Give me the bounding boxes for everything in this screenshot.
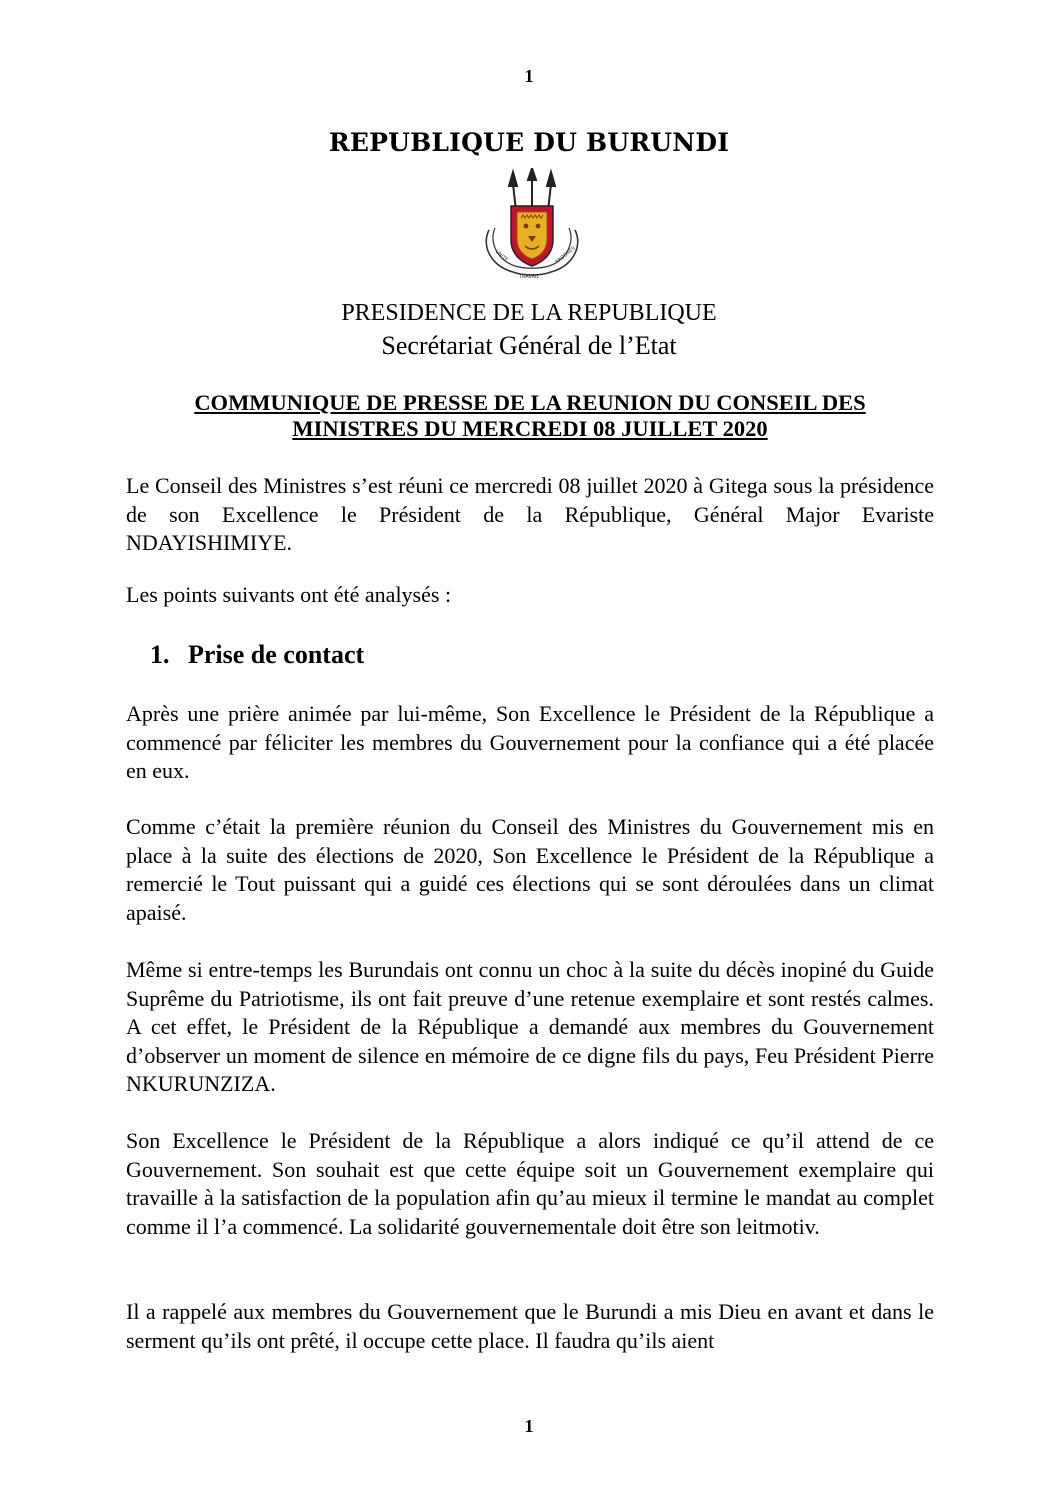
page-number-top: 1	[524, 66, 534, 86]
svg-text:TRAVAIL: TRAVAIL	[519, 274, 540, 280]
points-intro: Les points suivants ont été analysés :	[126, 582, 452, 607]
section-number: 1.	[150, 640, 170, 669]
communique-title	[100, 390, 960, 442]
republic-heading: REPUBLIQUE DU BURUNDI	[328, 128, 730, 157]
communique-title-line-1: COMMUNIQUE DE PRESSE DE LA REUNION DU CONSEIL DES	[194, 390, 866, 415]
intro-paragraph: Le Conseil des Ministres s’est réuni ce mercredi 08 juillet 2020 à Gitega sous la présidence de son Excellence le Président de la République, Général Major Evariste NDAYISHIMIYE.	[126, 473, 934, 556]
section-heading	[150, 640, 364, 670]
svg-text:PROGRES: PROGRES	[554, 245, 577, 266]
secretariat-heading: Secrétariat Général de l’Etat	[381, 331, 677, 360]
body-paragraph: Il a rappelé aux membres du Gouvernement que le Burundi a mis Dieu en avant et dans le serment qu’ils ont prêté, il occupe cette place. Il faudra qu’ils aient	[126, 1299, 934, 1353]
communique-title-line-2: MINISTRES DU MERCREDI 08 JUILLET 2020	[292, 416, 768, 441]
body-paragraph: Son Excellence le Président de la République a alors indiqué ce qu’il attend de ce Gouvernement. Son souhait est que cette équipe soit un Gouvernement exemplaire qui travaille à la satisfaction de la population afin qu’au mieux il termine le mandat au complet comme il l’a commencé. La solidarité gouvernementale doit être son leitmotiv.	[126, 1128, 934, 1239]
section-title: Prise de contact	[188, 640, 365, 669]
burundi-coat-of-arms-icon	[467, 168, 597, 284]
page-number-bottom: 1	[524, 1416, 534, 1436]
body-paragraph: Comme c’était la première réunion du Conseil des Ministres du Gouvernement mis en place à la suite des élections de 2020, Son Excellence le Président de la République a remercié le Tout puissant qui a guidé ces élections qui se sont déroulées dans un climat apaisé.	[126, 814, 934, 925]
presidency-heading: PRESIDENCE DE LA REPUBLIQUE	[341, 300, 717, 326]
body-paragraph: Après une prière animée par lui-même, Son Excellence le Président de la République a commencé par féliciter les membres du Gouvernement pour la confiance qui a été placée en eux.	[126, 701, 934, 784]
body-paragraph: Même si entre-temps les Burundais ont connu un choc à la suite du décès inopiné du Guide Suprême du Patriotisme, ils ont fait preuve d’une retenue exemplaire et sont restés calmes. A cet effet, le Président de la République a demandé aux membres du Gouvernement d’observer un moment de silence en mémoire de ce digne fils du pays, Feu Président Pierre NKURUNZIZA.	[126, 957, 934, 1097]
svg-text:UNITE: UNITE	[493, 248, 510, 264]
